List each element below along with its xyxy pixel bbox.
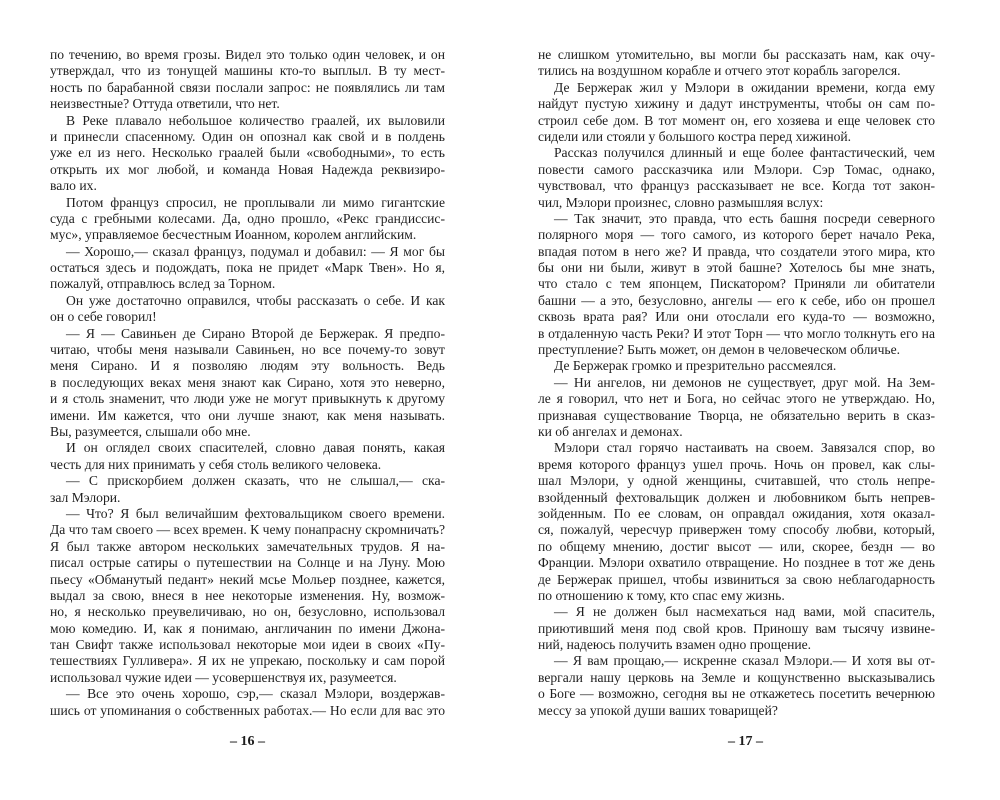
page-number: – 16 –: [230, 734, 265, 749]
text-line: Франции. Мэлори охватило отвращение. Но позднее в тот же день: [538, 555, 935, 571]
text-line: Потом француз спросил, не проплывали ли мимо гигантские: [66, 194, 445, 210]
text-line: Да что там своего — всех времен. К чему понапрасну скромничать?: [50, 522, 445, 538]
paragraph: [538, 47, 935, 80]
paragraph: [538, 604, 935, 653]
text-line: утверждал, что из тонущей машины кто-то выплыл. В ту мест-: [50, 63, 445, 79]
paragraph: [50, 326, 445, 441]
text-line: Де Бержерак громко и презрительно рассмеялся.: [554, 358, 837, 374]
text-line: что стало с тем японцем, Пискатором? Приняли ли обитатели: [538, 276, 935, 292]
text-line: читаю, чтобы меня называли Савиньен, но все почему-то зовут: [50, 342, 445, 358]
text-line: — Я вам прощаю,— искренне сказал Мэлори.— И хотя вы от-: [554, 653, 935, 669]
text-line: тан Свифт также использовал некоторые мои идеи в своих «Пу-: [50, 637, 445, 653]
text-line: по течению, во время грозы. Видел это только один человек, и он: [50, 47, 445, 62]
text-line: ле я говорил, что нет и Бога, но сейчас этого не утверждаю. Но,: [538, 391, 935, 407]
paragraph: [50, 473, 445, 506]
text-line: пожалуй, отправлюсь вслед за Торном.: [50, 276, 276, 292]
text-line: по отношению к тому, кто спас ему жизнь.: [538, 587, 785, 603]
text-line: открыть их мог любой, и команда Новая Надежда реквизиро-: [50, 161, 445, 177]
text-line: неизвестные? Оттуда ответили, что нет.: [50, 96, 280, 112]
text-line: полярного моря — того самого, из которого берет начало Река,: [538, 227, 935, 243]
text-line: мессу за упокой души ваших товарищей?: [538, 702, 778, 718]
text-line: — Я не должен был насмехаться над вами, мой спаситель,: [554, 604, 935, 620]
text-line: чил, Мэлори произнес, словно размышляя вслух:: [538, 194, 824, 210]
paragraph: [538, 358, 935, 374]
text-line: зал Мэлори.: [50, 489, 121, 505]
right-page: [538, 47, 935, 719]
text-line: зойденным. По ее словам, он оправдал ожидания, хотя оказал-: [538, 505, 935, 521]
text-line: сквозь врата рая? Или они отослали его куда-то — возможно,: [538, 309, 935, 325]
text-line: выдал за свою, внеся в нее некоторые изменения. Ну, возмож-: [50, 587, 445, 603]
text-line: уже ел из него. Несколько граалей были «свободными», то есть: [50, 145, 445, 161]
text-line: использовал чужие идеи — усовершенствуя их, разумеется.: [50, 669, 397, 685]
text-line: впадая потом в него же? И правда, что создатели этого мира, кто: [538, 243, 935, 259]
text-line: и я столь знаменит, что люди уже не могут привыкнуть к другому: [50, 391, 445, 407]
text-line: ность по барабанной связи послали запрос: не появлялись ли там: [50, 79, 445, 95]
text-line: по общему мнению, достиг высот — или, скорее, бездн — во: [538, 538, 935, 554]
paragraph: [538, 653, 935, 719]
text-line: — Я — Савиньен де Сирано Второй де Бержерак. Я предпо-: [66, 325, 445, 341]
text-line: башни — а это, безусловно, ангелы — его к себе, ибо он прошел: [538, 292, 935, 308]
left-page: [50, 47, 445, 719]
paragraph: [50, 440, 445, 473]
text-line: и принесли спасенному. Один он опознал как свой и в полдень: [50, 128, 445, 144]
paragraph: [50, 195, 445, 244]
text-line: Мэлори стал горячо настаивать на своем. Завязался спор, во: [554, 440, 935, 456]
paragraph: [538, 80, 935, 146]
text-line: время которого француз ушел прочь. Ночь он провел, как слы-: [538, 456, 935, 472]
text-line: — Так значит, это правда, что есть башня посреди северного: [554, 210, 935, 226]
text-line: тились на воздушном корабле и отчего этот корабль загорелся.: [538, 63, 901, 79]
text-line: честь для них принимать у себя столь великого человека.: [50, 456, 382, 472]
text-line: пьесу «Обманутый педант» некий мсье Мольер позднее, кажется,: [50, 571, 445, 587]
text-line: Вы, разумеется, слышали обо мне.: [50, 423, 251, 439]
text-line: приютивший меня под свой кров. Приношу вам тысячу извине-: [538, 620, 935, 636]
paragraph: [50, 506, 445, 686]
text-line: В Реке плавало небольшое количество граалей, их выловили: [66, 112, 445, 128]
text-line: — Все это очень хорошо, сэр,— сказал Мэлори, воздержав-: [66, 686, 445, 702]
page-number: – 17 –: [728, 734, 763, 749]
paragraph: [538, 440, 935, 604]
text-line: де Бержерак пришел, чтобы извиниться за свою неблагодарность: [538, 571, 935, 587]
text-line: ся, пожалуй, чересчур привержен тому способу любви, который,: [538, 522, 935, 538]
text-line: шись от упоминания о собственных работах.— Но если для вас это: [50, 702, 445, 718]
text-line: он о себе говорил!: [50, 309, 157, 325]
text-line: писал острые сатиры о путешествии на Солнце и на Луну. Мою: [50, 555, 445, 571]
text-line: повести самого рассказчика или Мэлори. Сэр Томас, однако,: [538, 161, 935, 177]
text-line: — Что? Я был величайшим фехтовальщиком своего времени.: [66, 505, 445, 521]
text-line: признавая существование Творца, не обязательно верить в сказ-: [538, 407, 935, 423]
text-line: меня Сирано. И я позволяю людям эту вольность. Ведь: [50, 358, 445, 374]
paragraph: [50, 293, 445, 326]
text-line: Он уже достаточно оправился, чтобы рассказать о себе. И как: [66, 292, 445, 308]
text-line: Рассказ получился длинный и еще более фантастический, чем: [554, 145, 935, 161]
text-line: преступление? Быть может, он демон в человеческом обличье.: [538, 342, 901, 358]
text-line: чувствовал, что француз рассказывает не все. Когда тот закон-: [538, 178, 935, 194]
text-line: мою комедию. И, как я понимаю, англичанин по имени Джона-: [50, 620, 445, 636]
text-line: Де Бержерак жил у Мэлори в ожидании времени, когда ему: [554, 79, 935, 95]
text-line: Я был также автором нескольких замечательных трудов. Я на-: [50, 538, 445, 554]
text-line: не слишком утомительно, вы могли бы рассказать нам, как очу-: [538, 47, 935, 62]
text-line: ний, надеюсь получить взамен одно прощение.: [538, 637, 812, 653]
paragraph: [538, 145, 935, 211]
text-line: тешествиях Гулливера». Я их не упрекаю, поскольку и сам порой: [50, 653, 445, 669]
text-line: остаться здесь и подождать, пока не придет «Марк Твен». Но я,: [50, 260, 445, 276]
paragraph: [538, 211, 935, 359]
text-line: в последующих веках меня знают как Сирано, хотя это неверно,: [50, 374, 445, 390]
text-line: — Хорошо,— сказал француз, подумал и добавил: — Я мог бы: [66, 243, 445, 259]
text-line: шал Мэлори, у одной женщины, считавшей, что столь непре-: [538, 473, 935, 489]
text-line: вергали нашу церковь на Земле и кощунственно высказывались: [538, 669, 935, 685]
text-line: суда с гребными колесами. Да, одно прошло, «Рекс грандиссис-: [50, 210, 445, 226]
paragraph: [50, 113, 445, 195]
text-line: имени. Им кажется, что они лучше знают, как меня называть.: [50, 407, 445, 423]
text-line: — Ни ангелов, ни демонов не существует, друг мой. На Зем-: [554, 374, 935, 390]
text-line: ки об ангелах и демонах.: [538, 423, 683, 439]
text-line: сидели или стояли у большого костра перед хижиной.: [538, 128, 852, 144]
text-line: бы они ни были, живут в этой башне? Хотелось бы мне знать,: [538, 260, 935, 276]
paragraph: [50, 47, 445, 113]
text-line: взойденный фехтовальщик должен и любовником быть непрев-: [538, 489, 935, 505]
text-line: строил себе дом. В тот момент он, его хозяева и еще человек сто: [538, 112, 935, 128]
text-line: мус», управляемое бесчестным Иоанном, королем английским.: [50, 227, 417, 243]
text-line: найдут пустую хижину и дадут инструменты, чтобы он сам по-: [538, 96, 935, 112]
paragraph: [50, 244, 445, 293]
text-line: — С прискорбием должен сказать, что не слышал,— ска-: [66, 473, 445, 489]
text-line: в отдаленную часть Реки? И этот Торн — что могло толкнуть его на: [538, 325, 935, 341]
paragraph: [50, 686, 445, 719]
text-line: И он оглядел своих спасителей, словно давая понять, какая: [66, 440, 445, 456]
text-line: вало их.: [50, 178, 97, 194]
text-line: но, я несколько преувеличиваю, но он, безусловно, использовал: [50, 604, 445, 620]
paragraph: [538, 375, 935, 441]
text-line: о Боге — возможно, сегодня вы не откажетесь посетить вечернюю: [538, 686, 935, 702]
